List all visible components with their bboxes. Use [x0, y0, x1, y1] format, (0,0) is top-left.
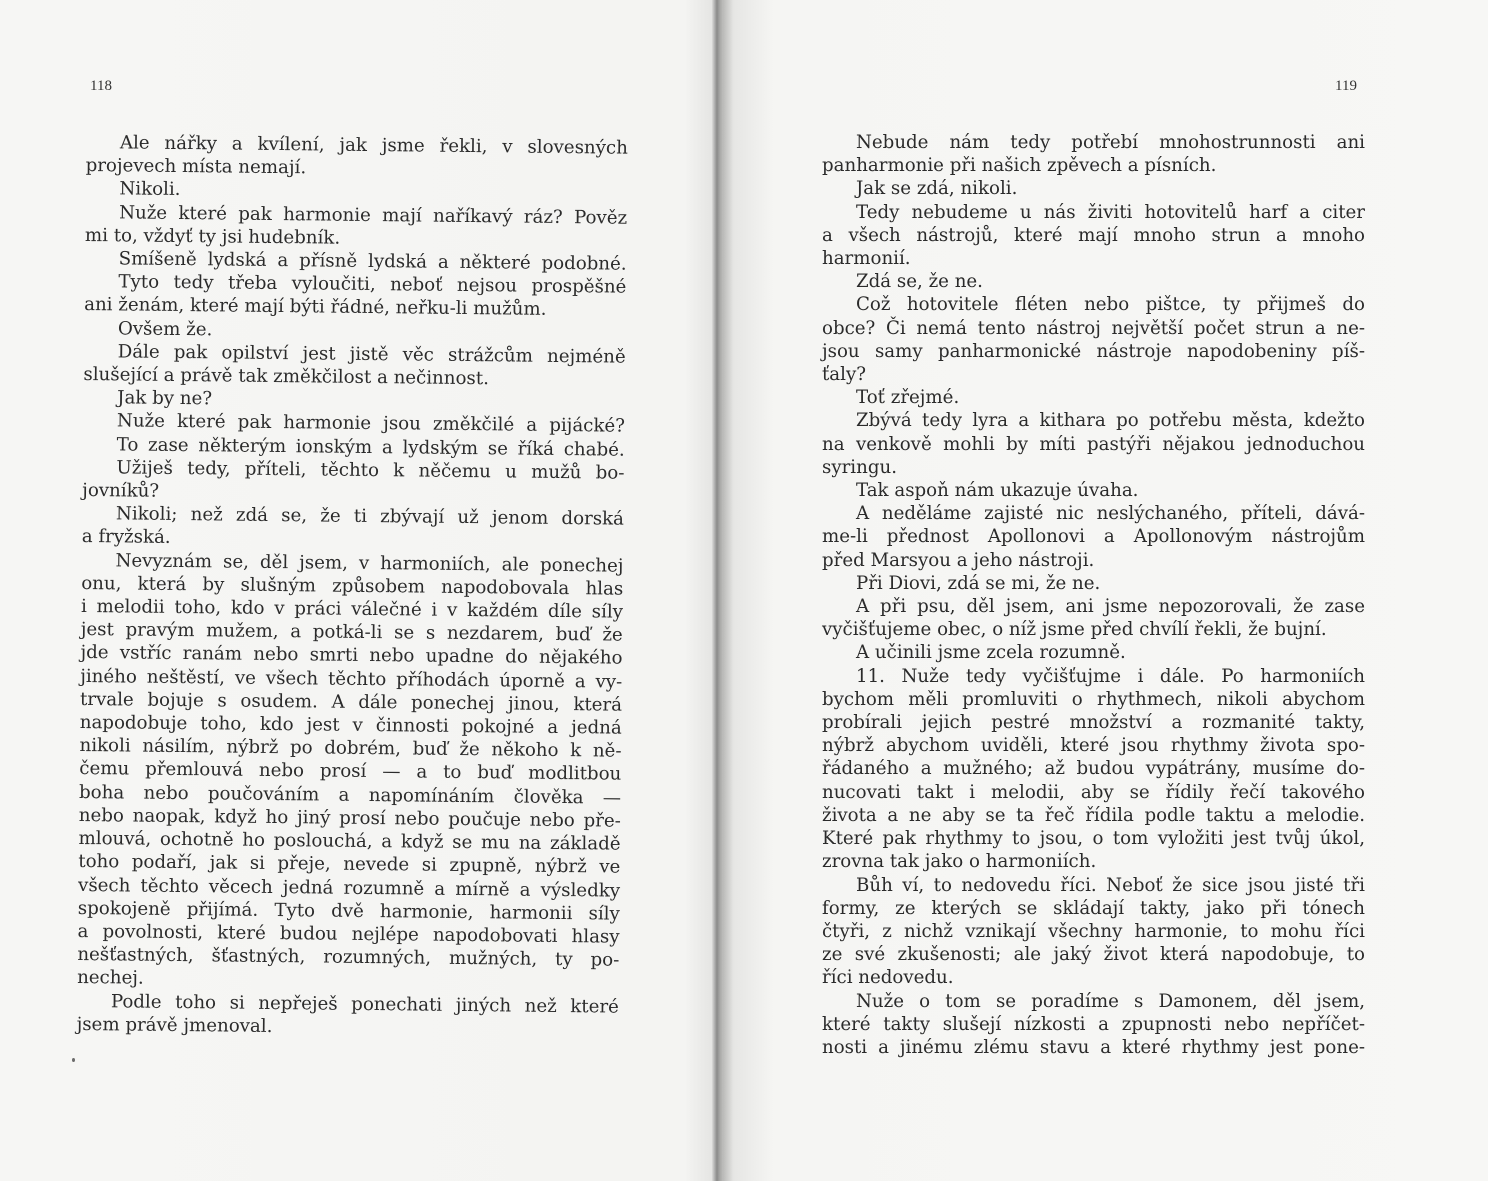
ink-speck: [72, 1058, 75, 1062]
text-line: 11. Nuže tedy vyčišťujme i dále. Po harmoniích: [856, 665, 1365, 687]
text-line: trvale bojuje s osudem. A dále ponechej jinou, která: [79, 688, 623, 716]
text-line: boha nebo poučováním a napomínáním člověka —: [78, 781, 622, 809]
right-page-text: [822, 131, 1365, 1059]
text-line: na venkově mohli by míti pastýři nějakou jednoduchou: [822, 433, 1365, 455]
text-line: čemu přemlouvá nebo prosí — a to buď modlitbou: [79, 758, 622, 786]
text-line: říci nedovedu.: [822, 967, 954, 989]
text-line: Což hotovitele fléten nebo pištce, ty přijmeš do: [856, 294, 1365, 316]
text-line: jde vstříc ranám nebo smrti nebo upadne do nějakého: [80, 642, 623, 670]
text-line: ťaly?: [822, 364, 866, 386]
text-line: které takty slušejí nízkosti a zpupnosti nebo nepříčet-: [822, 1013, 1365, 1035]
text-line: Tedy nebudeme u nás živiti hotovitelů harf a citer: [856, 201, 1365, 223]
text-line: Nevyznám se, děl jsem, v harmoniích, ale ponechej: [115, 549, 624, 577]
text-line: panharmonie při našich zpěvech a písních.: [822, 155, 1217, 177]
text-line: Nebude nám tedy potřebí mnohostrunnosti ani: [856, 132, 1365, 153]
text-line: jsem právě jmenoval.: [76, 1013, 273, 1037]
text-line: napodobuje toho, kdo jest v činnosti pokojné a jedná: [79, 712, 622, 739]
text-line: jiného neštěstí, ve všech těchto příhodách úporně a vy-: [80, 665, 623, 693]
text-line: slušející a právě tak změkčilost a nečinnost.: [83, 364, 490, 390]
text-line: me-li přednost Apollonovi a Apollonovým nástrojům: [822, 526, 1365, 548]
text-line: Dále pak opilství jest jistě věc strážcům nejméně: [117, 341, 626, 368]
text-line: Tyto tedy třeba vyloučiti, neboť nejsou prospěšné: [118, 271, 627, 298]
text-line: bychom měli promluviti o rhythmech, nikoli abychom: [822, 688, 1365, 710]
text-line: projevech místa nemají.: [85, 155, 307, 179]
text-line: spokojeně přijímá. Tyto dvě harmonie, harmonii síly: [77, 897, 620, 925]
text-line: Tak aspoň nám ukazuje úvaha.: [856, 480, 1139, 502]
right-page: [722, 0, 1488, 1181]
text-line: Při Diovi, zdá se mi, že ne.: [856, 572, 1101, 594]
text-line: Bůh ví, to nedovedu říci. Neboť že sice jsou jisté tři: [856, 874, 1365, 896]
text-line: Jak se zdá, nikoli.: [856, 178, 1018, 200]
text-line: a všech nástrojů, které mají mnoho strun a mnoho: [822, 224, 1365, 246]
text-line: zrovna tak jako o harmoniích.: [822, 851, 1097, 873]
text-line: formy, ze kterých se skládají takty, jako při tónech: [822, 897, 1365, 919]
text-line: Nuže které pak harmonie mají naříkavý ráz? Pověz: [119, 201, 628, 229]
text-line: Nuže které pak harmonie jsou změkčilé a pijácké?: [116, 410, 626, 438]
text-line: Smíšeně lydská a přísně lydská a některé podobné.: [118, 248, 627, 275]
text-line: čtyři, z nichž vznikají všechny harmonie, to mohu říci: [822, 920, 1365, 942]
text-line: Ale nářky a kvílení, jak jsme řekli, v slovesných: [119, 132, 628, 159]
left-page: [0, 0, 712, 1181]
text-line: nýbrž abychom uviděli, které jsou rhythmy života spo-: [822, 735, 1365, 757]
text-line: A učinili jsme zcela rozumně.: [856, 642, 1126, 664]
text-line: syringu.: [822, 456, 897, 478]
text-line: Toť zřejmé.: [856, 387, 960, 409]
text-line: ani ženám, které mají býti řádné, neřku-li mužům.: [84, 294, 547, 321]
text-line: před Marsyou a jeho nástroji.: [822, 549, 1095, 571]
text-line: Které pak rhythmy to jsou, o tom vyložiti jest tvůj úkol,: [822, 828, 1365, 850]
text-line: nebo naopak, když ho jiný prosí nebo poučuje nebo pře-: [78, 804, 621, 832]
text-line: mi to, vždyť ty jsi hudebník.: [84, 224, 341, 249]
page-number-left: 118: [90, 78, 112, 94]
text-line: a fryžská.: [81, 526, 171, 549]
text-line: probírali jejich pestré množství a rozmanité takty,: [822, 712, 1365, 734]
text-line: Zdá se, že ne.: [856, 271, 983, 293]
text-line: řádaného a mužného; až budou vypátrány, musíme do-: [822, 758, 1365, 780]
text-line: všech těchto věcech jedná rozumně a mírně a výsledky: [77, 874, 621, 902]
text-line: To zase některým ionským a lydským se říká chabé.: [116, 433, 625, 461]
text-line: i melodii toho, kdo v práci válečné i v každém díle síly: [80, 596, 624, 623]
text-line: Zbývá tedy lyra a kithara po potřebu města, kdežto: [856, 410, 1365, 432]
text-line: harmonií.: [822, 248, 911, 270]
text-line: vyčišťujeme obec, o níž jsme před chvílí řekli, že bujní.: [822, 619, 1327, 641]
text-line: Nikoli.: [119, 178, 181, 201]
text-line: Užiješ tedy, příteli, těchto k něčemu u mužů bo-: [116, 457, 625, 484]
text-line: a povolnosti, které budou nejlépe napodobovati hlasy: [77, 920, 620, 948]
text-line: života a ne aby se ta řeč řídila podle taktu a melodie.: [822, 804, 1365, 826]
text-line: nechej.: [77, 967, 144, 989]
text-line: jsou samy panharmonické nástroje napodobeniny píš-: [822, 340, 1365, 362]
left-page-text: [77, 131, 628, 1042]
text-line: toho podaří, jak si přeje, nevede si zpupně, nýbrž ve: [78, 851, 621, 878]
text-line: A při psu, děl jsem, ani jsme nepozorovali, že zase: [856, 596, 1365, 618]
page-number-right: 119: [1335, 78, 1357, 94]
book-gutter: [712, 0, 722, 1181]
text-line: Ovšem že.: [117, 317, 213, 340]
text-line: Jak by ne?: [117, 387, 213, 410]
text-line: jest pravým mužem, a potká-li se s nezdarem, buď že: [80, 619, 623, 646]
text-line: jovníků?: [82, 480, 160, 502]
text-line: nucovati takt i melodii, aby se řídily řečí takového: [822, 781, 1365, 803]
text-line: nešťastných, šťastných, rozumných, mužných, ty po-: [77, 944, 620, 971]
text-line: nosti a jinému zlému stavu a které rhythmy jest pone-: [822, 1036, 1365, 1058]
text-line: nikoli násilím, nýbrž po dobrém, buď že někoho k ně-: [79, 735, 622, 762]
text-line: Nuže o tom se poradíme s Damonem, děl jsem,: [856, 990, 1365, 1012]
text-line: mlouvá, ochotně ho poslouchá, a když se mu na základě: [78, 828, 621, 855]
text-line: ze své zkušenosti; ale jaký život která napodobuje, to: [822, 944, 1365, 966]
text-line: Podle toho si nepřeješ ponechati jiných než které: [110, 990, 619, 1018]
text-line: obce? Či nemá tento nástroj největší počet strun a ne-: [822, 317, 1365, 339]
text-line: A neděláme zajisté nic neslýchaného, příteli, dává-: [856, 503, 1365, 525]
text-line: onu, která by slušným způsobem napodobovala hlas: [81, 572, 624, 600]
text-line: Nikoli; než zdá se, že ti zbývají už jenom dorská: [115, 503, 625, 530]
